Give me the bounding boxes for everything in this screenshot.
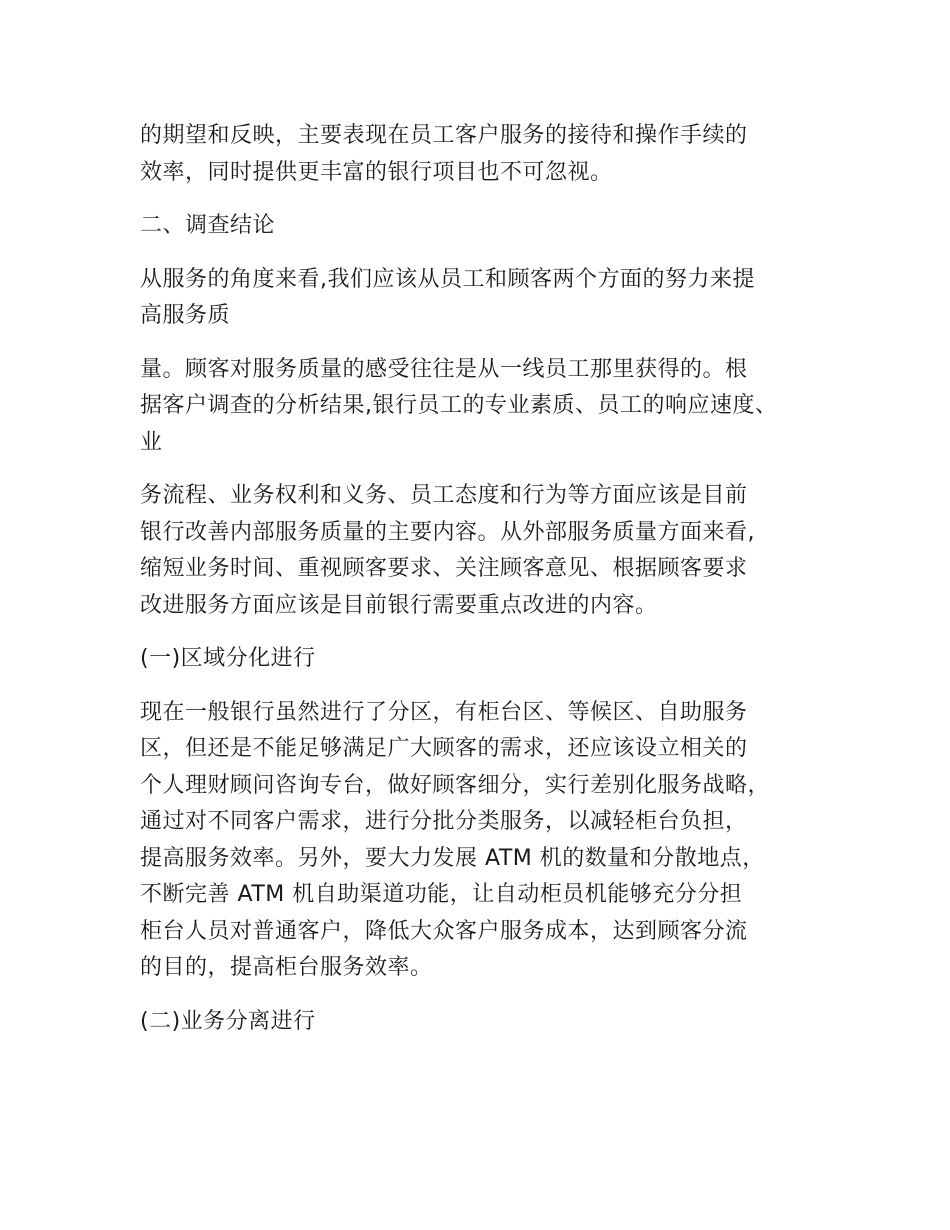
paragraph-1 [140, 118, 830, 191]
paragraph-5 [140, 478, 830, 624]
section-heading-conclusion [140, 208, 830, 245]
document-body [140, 118, 830, 1057]
heading-text: (一)区域分化进行 [140, 646, 316, 671]
text-line: 通过对不同客户需求，进行分批分类服务，以减轻柜台负担， [140, 809, 748, 834]
text-line: 缩短业务时间、重视顾客要求、关注顾客意见、根据顾客要求 [140, 556, 748, 581]
text-line: 业 [140, 429, 163, 455]
text-line: 效率，同时提供更丰富的银行项目也不可忽视。 [140, 159, 613, 185]
text-line: 区，但还是不能足够满足广大顾客的需求，还应该设立相关的 [140, 736, 748, 761]
text-line: 高服务质 [140, 303, 231, 328]
text-line: 量。顾客对服务质量的感受往往是从一线员工那里获得的。根 [140, 356, 748, 382]
section-heading-business [140, 1004, 830, 1041]
text-line: 现在一般银行虽然进行了分区，有柜台区、等候区、自助服务 [140, 699, 748, 725]
text-line: 据客户调查的分析结果,银行员工的专业素质、员工的响应速度、 [140, 393, 778, 418]
text-line: 提高服务效率。另外，要大力发展 ATM 机的数量和分散地点， [140, 845, 765, 871]
paragraph-7 [140, 695, 830, 987]
text-line: 务流程、业务权利和义务、员工态度和行为等方面应该是目前 [140, 483, 748, 508]
heading-text: (二)业务分离进行 [140, 1008, 316, 1034]
text-line: 个人理财顾问咨询专台，做好顾客细分，实行差别化服务战略， [140, 772, 771, 798]
text-line: 从服务的角度来看,我们应该从员工和顾客两个方面的努力来提 [140, 266, 755, 292]
text-line: 不断完善 ATM 机自助渠道功能，让自动柜员机能够充分分担 [140, 882, 743, 907]
text-line: 柜台人员对普通客户，降低大众客户服务成本，达到顾客分流 [140, 918, 748, 944]
paragraph-3 [140, 262, 830, 335]
section-heading-regional [140, 641, 830, 678]
paragraph-4 [140, 352, 830, 462]
text-line: 的目的，提高柜台服务效率。 [140, 955, 433, 980]
text-line: 银行改善内部服务质量的主要内容。从外部服务质量方面来看, [140, 519, 755, 545]
text-line: 改进服务方面应该是目前银行需要重点改进的内容。 [140, 592, 658, 618]
text-line: 的期望和反映，主要表现在员工客户服务的接待和操作手续的 [140, 123, 748, 148]
heading-text: 二、调查结论 [140, 213, 276, 238]
